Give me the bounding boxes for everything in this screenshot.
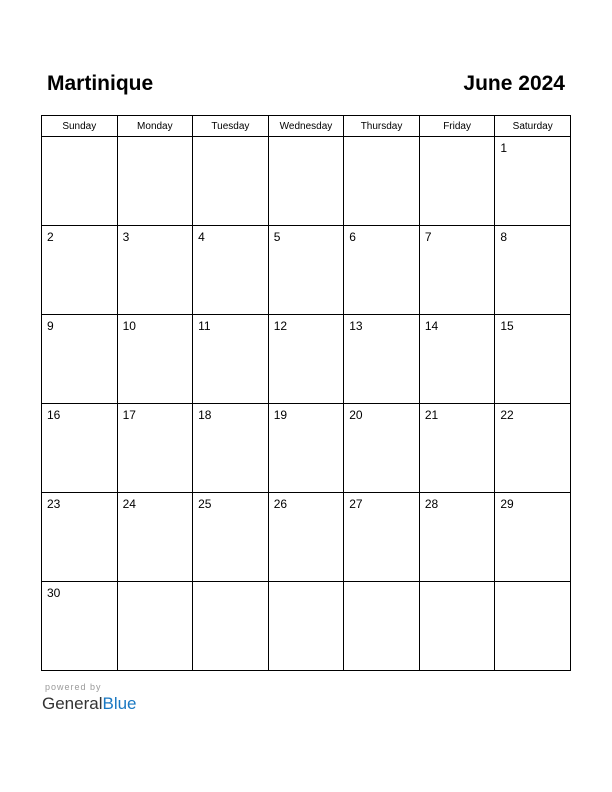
- day-number: [269, 137, 344, 141]
- day-cell: [495, 404, 571, 493]
- day-cell: [117, 137, 193, 226]
- brand-blue-text: Blue: [102, 694, 137, 713]
- day-number: [344, 137, 419, 141]
- day-cell: [344, 582, 420, 671]
- day-number: [495, 582, 570, 586]
- day-cell: [117, 493, 193, 582]
- weekday-header: Tuesday: [193, 116, 269, 137]
- day-number: [118, 137, 193, 141]
- day-cell: [268, 226, 344, 315]
- day-number: [193, 582, 268, 586]
- week-row: [42, 582, 571, 671]
- day-number: [42, 137, 117, 141]
- day-cell: [419, 582, 495, 671]
- week-row: [42, 493, 571, 582]
- day-number: 5: [273, 230, 281, 244]
- day-number: 29: [500, 497, 514, 511]
- day-number: 2: [47, 230, 54, 244]
- day-cell: [193, 582, 269, 671]
- month-year-title: June 2024: [463, 72, 565, 95]
- day-number: 11: [198, 319, 211, 333]
- day-number: 10: [122, 319, 136, 333]
- week-row: [42, 404, 571, 493]
- day-number: 28: [424, 497, 439, 511]
- day-cell: [495, 137, 571, 226]
- day-cell: [117, 315, 193, 404]
- day-number: 20: [349, 408, 363, 422]
- day-cell: [268, 137, 344, 226]
- day-cell: [193, 137, 269, 226]
- day-cell: [193, 493, 269, 582]
- day-number: 19: [273, 408, 288, 422]
- calendar-grid: [41, 115, 571, 671]
- day-number: 4: [198, 230, 205, 244]
- day-cell: [42, 315, 118, 404]
- day-cell: [117, 226, 193, 315]
- day-number: 27: [349, 497, 363, 511]
- weekday-header: Wednesday: [268, 116, 344, 137]
- weekday-header: Saturday: [495, 116, 571, 137]
- day-number: 14: [424, 319, 439, 333]
- day-number: 3: [122, 230, 130, 244]
- day-number: [193, 137, 268, 141]
- day-cell: [42, 493, 118, 582]
- week-row: [42, 137, 571, 226]
- day-cell: [117, 582, 193, 671]
- day-number: 26: [273, 497, 288, 511]
- week-row: [42, 315, 571, 404]
- day-number: 8: [500, 230, 508, 244]
- weekday-header: Sunday: [42, 116, 118, 137]
- weekday-header-row: [42, 116, 571, 137]
- day-number: 25: [198, 497, 212, 511]
- day-cell: [193, 315, 269, 404]
- brand-logo: [42, 693, 137, 715]
- day-number: 23: [47, 497, 61, 511]
- week-row: [42, 226, 571, 315]
- day-cell: [495, 226, 571, 315]
- day-number: [344, 582, 419, 586]
- day-cell: [344, 226, 420, 315]
- weekday-header: Friday: [419, 116, 495, 137]
- day-number: 17: [122, 408, 136, 422]
- day-cell: [419, 315, 495, 404]
- day-number: [118, 582, 193, 586]
- day-cell: [344, 404, 420, 493]
- day-cell: [344, 493, 420, 582]
- weekday-header: Thursday: [344, 116, 420, 137]
- day-cell: [193, 226, 269, 315]
- day-cell: [268, 582, 344, 671]
- day-number: 18: [198, 408, 212, 422]
- day-cell: [495, 315, 571, 404]
- day-cell: [42, 137, 118, 226]
- day-cell: [42, 404, 118, 493]
- day-cell: [495, 493, 571, 582]
- day-number: 21: [424, 408, 439, 422]
- day-number: 15: [500, 319, 514, 333]
- day-number: 30: [47, 586, 61, 600]
- day-cell: [419, 404, 495, 493]
- day-number: [420, 137, 495, 141]
- day-cell: [268, 315, 344, 404]
- day-cell: [419, 226, 495, 315]
- region-title: Martinique: [47, 72, 154, 95]
- day-cell: [419, 493, 495, 582]
- day-cell: [193, 404, 269, 493]
- day-cell: [495, 582, 571, 671]
- day-number: 22: [500, 408, 514, 422]
- day-cell: [42, 226, 118, 315]
- day-cell: [42, 582, 118, 671]
- day-number: 6: [349, 230, 356, 244]
- brand-general-text: General: [42, 694, 103, 713]
- day-cell: [268, 404, 344, 493]
- day-cell: [117, 404, 193, 493]
- day-cell: [344, 137, 420, 226]
- day-number: 1: [500, 141, 508, 155]
- day-number: 12: [273, 319, 288, 333]
- day-number: [420, 582, 495, 586]
- day-number: 16: [47, 408, 61, 422]
- day-number: 24: [122, 497, 136, 511]
- day-number: [269, 582, 344, 586]
- footer-branding: [42, 682, 137, 715]
- weekday-header: Monday: [117, 116, 193, 137]
- day-cell: [344, 315, 420, 404]
- day-cell: [268, 493, 344, 582]
- day-number: 7: [424, 230, 432, 244]
- day-number: 9: [47, 319, 54, 333]
- day-number: 13: [349, 319, 363, 333]
- powered-by-text: powered by: [45, 682, 102, 692]
- day-cell: [419, 137, 495, 226]
